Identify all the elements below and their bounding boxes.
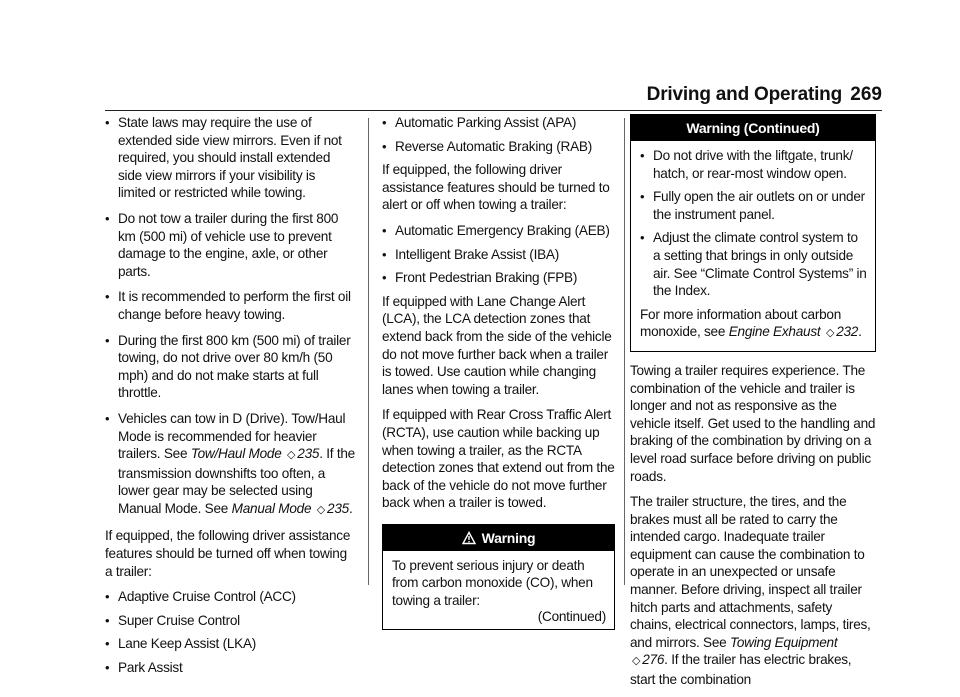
paragraph: If equipped with Rear Cross Traffic Alert (RCTA), use caution while backing up when towing a trailer, as the RCTA detection zones that extend out from the back of the vehicle do not move further back when a trailer is towed. [382, 407, 615, 511]
text: . [348, 500, 353, 516]
paragraph: Towing a trailer requires experience. The combination of the vehicle and trailer is longer and not as responsive as the vehicle itself. Get used to the handling and braking of the combination by driving on a level road surface before driving on public roads. [630, 362, 876, 484]
list-item: • State laws may require the use of extended side view mirrors. Even if not required, you should install extended side view mirrors if your visibility is limited or restricted while towing. [105, 114, 355, 202]
page-link[interactable]: 232 [836, 324, 859, 340]
warning-box-continued [630, 114, 876, 352]
page-reference-icon: ◇ [316, 503, 326, 516]
list-item: • Park Assist [105, 659, 355, 677]
text: . [858, 324, 862, 340]
continued-label: (Continued) [537, 608, 606, 624]
list-item: • Fully open the air outlets on or under the instrument panel. [640, 188, 867, 223]
list-item: • Do not drive with the liftgate, trunk/ hatch, or rear-most window open. [640, 147, 867, 182]
text: Vehicles can tow in D (Drive). Tow/Haul Mode is recommended for heavier trailers. See [118, 410, 346, 462]
list-item: • It is recommended to perform the first oil change before heavy towing. [105, 288, 355, 323]
page-reference-icon: ◇ [632, 655, 641, 668]
warning-text: To prevent serious injury or death from carbon monoxide (CO), when towing a trailer: [392, 557, 593, 609]
section-title: Driving and Operating [646, 84, 842, 105]
text: For more information about carbon monoxide, see [640, 306, 842, 340]
paragraph: If equipped, the following driver assistance features should be turned to alert or off when towing a trailer: [382, 162, 610, 213]
list-item: • Lane Keep Assist (LKA) [105, 635, 355, 653]
page-link[interactable]: 235 [297, 446, 320, 462]
paragraph: If equipped, the following driver assistance features should be turned off when towing a trailer: [105, 528, 351, 579]
list-item: • Automatic Emergency Braking (AEB) [382, 222, 615, 240]
header-rule [105, 110, 882, 111]
warning-body [383, 551, 614, 629]
paragraph: If equipped with Lane Change Alert (LCA), the LCA detection zones that extend back from the side of the vehicle do not move further back when a trailer is towed. Use caution while changing lanes when towing a trailer. [382, 293, 612, 397]
list-item: • Adaptive Cruise Control (ACC) [105, 588, 355, 606]
warning-triangle-icon [462, 531, 476, 545]
warning-box [382, 524, 615, 630]
list-item [105, 410, 355, 520]
cross-reference-link[interactable]: Manual Mode [231, 500, 312, 516]
column-3 [630, 114, 876, 697]
page-link[interactable]: 235 [327, 500, 349, 516]
column-divider [624, 118, 625, 585]
warning-body [631, 141, 875, 351]
list-item: • Do not tow a trailer during the first 800 km (500 mi) of vehicle use to prevent damage to the engine, axle, or other parts. [105, 210, 355, 280]
page-link[interactable]: 276 [642, 652, 665, 668]
list-item: • Adjust the climate control system to a setting that brings in only outside air. See “Climate Control Systems” in the Index. [640, 229, 867, 299]
column-2 [382, 114, 615, 630]
text: . If the transmission downshifts too often, a lower gear may be selected using Manual Mode. See [118, 446, 355, 516]
warning-header [383, 525, 614, 551]
paragraph [630, 493, 876, 689]
text: . If the trailer has electric brakes, start the combination [630, 652, 852, 688]
cross-reference-link[interactable]: Tow/Haul Mode [190, 446, 282, 462]
column-1 [105, 114, 355, 683]
list-item: • Automatic Parking Assist (APA) [382, 114, 615, 132]
cross-reference-link[interactable]: Towing Equipment [730, 634, 838, 650]
cross-reference-link[interactable]: Engine Exhaust [728, 324, 821, 340]
text: The trailer structure, the tires, and the brakes must all be rated to carry the intended cargo. Inadequate trailer equipment can cause the combination to operate in an unexpected or unsafe manner. Before driving, inspect all trailer hitch parts and attachments, safety chains, electrical connectors, lamps, tires, and mirrors. See [630, 494, 871, 650]
list-item: • During the first 800 km (500 mi) of trailer towing, do not drive over 80 km/h (50 mph) and do not make starts at full throttle. [105, 332, 355, 402]
list-item: • Super Cruise Control [105, 612, 355, 630]
list-item: • Front Pedestrian Braking (FPB) [382, 269, 615, 287]
column-divider [368, 118, 369, 585]
page-number: 269 [850, 84, 882, 105]
page-reference-icon: ◇ [287, 449, 296, 462]
page-header [0, 80, 960, 112]
paragraph [640, 306, 867, 343]
warning-title: Warning [481, 529, 536, 546]
list-item: • Intelligent Brake Assist (IBA) [382, 246, 615, 264]
list-item: • Reverse Automatic Braking (RAB) [382, 138, 615, 156]
warning-header: Warning (Continued) [631, 115, 875, 141]
page-reference-icon: ◇ [825, 327, 835, 340]
